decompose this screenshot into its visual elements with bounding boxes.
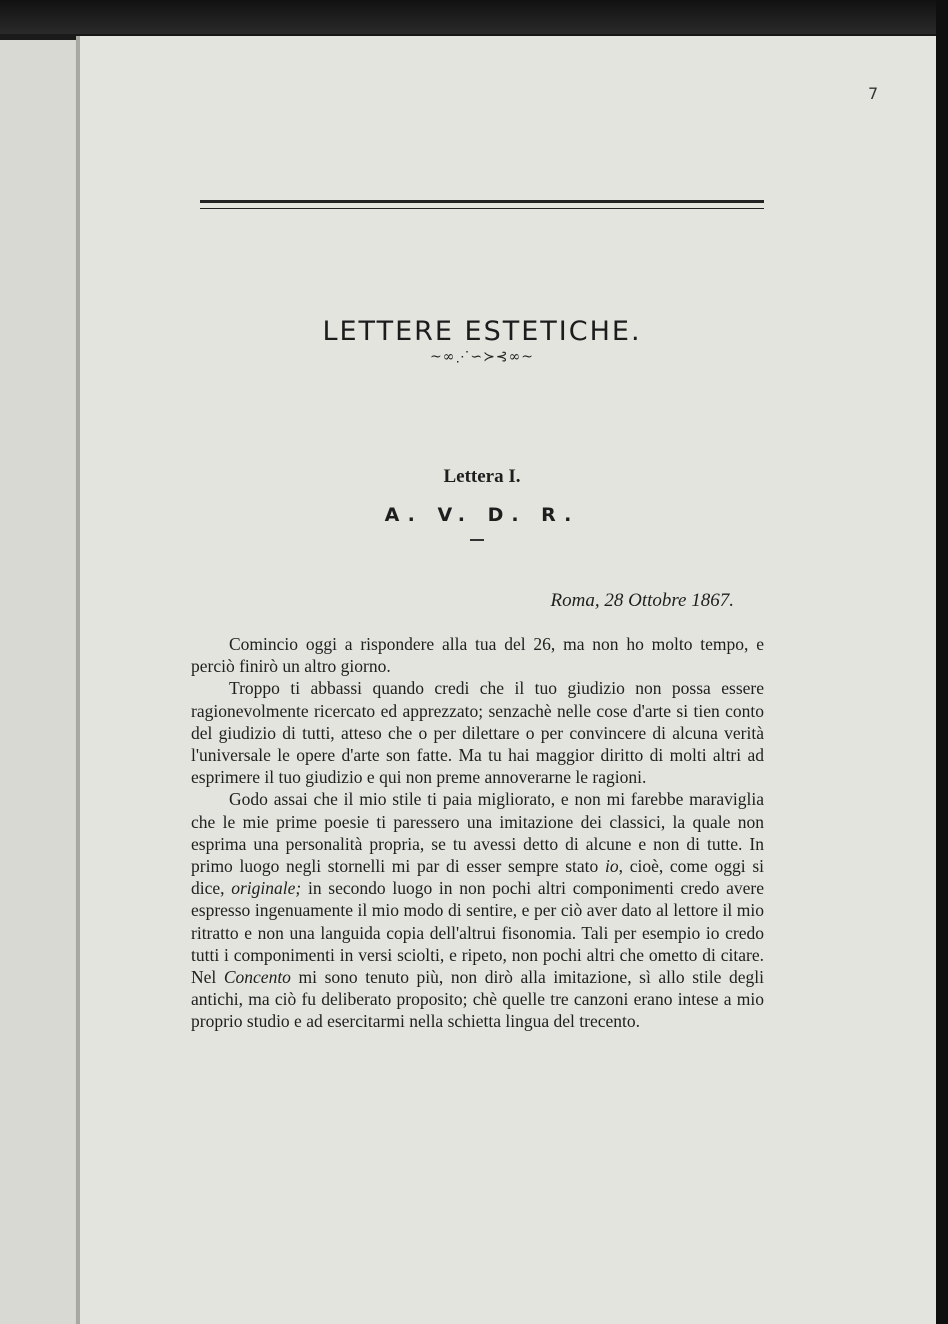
dateline: Roma, 28 Ottobre 1867. [550,590,734,611]
handwritten-page-number: 7 [868,84,879,103]
letter-heading: Lettera I. [443,466,521,487]
paragraph-1 [191,633,764,677]
scan-border-top [0,0,948,34]
italic-word-originale: originale; [231,878,302,899]
letter-body [191,633,764,1033]
paragraph-text: mi sono tenuto più, non dirò alla imitazione, sì allo stile degli antichi, ma ciò fu deliberato proposito; chè quelle tre canzoni erano intese a mio proprio studio e ad esercitarmi nella schietta lingua del trecento. [191,967,764,1032]
page-fold [76,36,80,1324]
paragraph-3 [191,788,764,1032]
italic-word-io: io [605,856,619,877]
addressee-initials: A. V. D. R. [384,504,580,526]
scan-border-right [936,0,948,1324]
ornament-divider: ~∞⋰∽≻⊰∞~ [430,349,534,365]
paragraph-2 [191,677,764,788]
paragraph-text: , cioè, come oggi si dice, [191,856,764,899]
paragraph-text: Troppo ti abbassi quando credi che il tuo giudizio non possa essere ragionevolmente ricercato ed apprezzato; senzachè nelle cose d'arte si tien conto del giudizio di tutti, atteso che o per dilettare o per convincere di alcuna verità l'universale le opere d'arte son fatte. Ma tu hai maggior diritto di molti altri ad esprimere il tuo giudizio e qui non preme annoverarne le ragioni. [191,678,764,788]
paragraph-text: in secondo luogo in non pochi altri componimenti credo avere espresso ingenuamente il mio modo di sentire, e per ciò aver dato al lettore il mio ritratto e non una languida copia dell'altrui fisonomia. Tali per esempio io credo tutti i componimenti in versi sciolti, e ripeto, non pochi altri che ometto di citare. Nel [191,878,764,988]
header-double-rule [200,200,764,209]
paragraph-text: Godo assai che il mio stile ti paia migliorato, e non mi farebbe maraviglia che le mie prime poesie ti paressero una imitazione dei classici, la quale non esprima una personalità propria, se tu avessi detto di alcune e non di tutte. In primo luogo negli stornelli mi par di esser sempre stato [191,789,764,877]
italic-word-concento: Concento [223,967,291,988]
page-title: LETTERE ESTETICHE. [322,316,642,348]
paragraph-text: Comincio oggi a rispondere alla tua del 26, ma non ho molto tempo, e perciò finirò un altro giorno. [191,634,764,677]
short-rule [470,539,484,541]
